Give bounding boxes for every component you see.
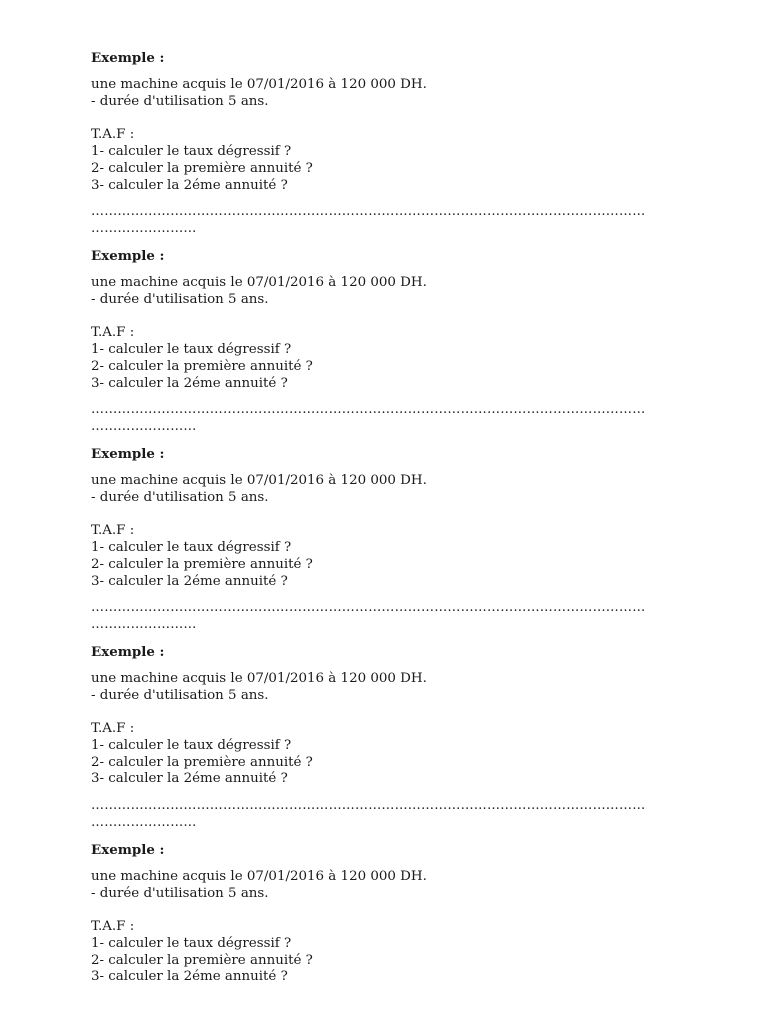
answer-dots-line-end: …………………… bbox=[91, 221, 197, 237]
question-1: 1- calculer le taux dégressif ? bbox=[91, 737, 292, 753]
answer-dots-line: ……………………………………………………………………………………………………………… bbox=[91, 402, 646, 418]
question-3: 3- calculer la 2éme annuité ? bbox=[91, 573, 288, 589]
exercise-duration: - durée d'utilisation 5 ans. bbox=[91, 93, 269, 109]
spacer bbox=[91, 309, 703, 326]
document-page bbox=[91, 50, 703, 986]
exercise-intro: une machine acquis le 07/01/2016 à 120 000 DH. bbox=[91, 670, 427, 686]
spacer bbox=[91, 507, 703, 524]
question-3: 3- calculer la 2éme annuité ? bbox=[91, 375, 288, 391]
exercise-block bbox=[91, 446, 703, 634]
answer-dots-line: ……………………………………………………………………………………………………………… bbox=[91, 204, 646, 220]
exercise-block bbox=[91, 644, 703, 832]
question-1: 1- calculer le taux dégressif ? bbox=[91, 539, 292, 555]
question-3: 3- calculer la 2éme annuité ? bbox=[91, 969, 288, 985]
question-2: 2- calculer la première annuité ? bbox=[91, 952, 313, 968]
exercise-heading: Exemple : bbox=[91, 841, 165, 858]
taf-title: T.A.F : bbox=[91, 919, 135, 935]
answer-dots-line: ……………………………………………………………………………………………………………… bbox=[91, 798, 646, 814]
question-2: 2- calculer la première annuité ? bbox=[91, 160, 313, 176]
exercise-intro: une machine acquis le 07/01/2016 à 120 000 DH. bbox=[91, 472, 427, 488]
exercise-intro: une machine acquis le 07/01/2016 à 120 000 DH. bbox=[91, 274, 427, 290]
spacer bbox=[91, 705, 703, 722]
taf-title: T.A.F : bbox=[91, 127, 135, 143]
exercise-heading: Exemple : bbox=[91, 445, 165, 462]
exercise-duration: - durée d'utilisation 5 ans. bbox=[91, 291, 269, 307]
question-1: 1- calculer le taux dégressif ? bbox=[91, 341, 292, 357]
question-2: 2- calculer la première annuité ? bbox=[91, 556, 313, 572]
taf-title: T.A.F : bbox=[91, 325, 135, 341]
exercise-block bbox=[91, 248, 703, 436]
answer-dots-line-end: …………………… bbox=[91, 815, 197, 831]
exercise-heading: Exemple : bbox=[91, 247, 165, 264]
answer-dots-line-end: …………………… bbox=[91, 617, 197, 633]
question-1: 1- calculer le taux dégressif ? bbox=[91, 143, 292, 159]
exercise-heading: Exemple : bbox=[91, 50, 165, 66]
answer-dots-line: ……………………………………………………………………………………………………………… bbox=[91, 600, 646, 616]
question-2: 2- calculer la première annuité ? bbox=[91, 358, 313, 374]
spacer bbox=[91, 902, 703, 919]
spacer bbox=[91, 111, 703, 128]
exercise-block bbox=[91, 842, 703, 986]
question-1: 1- calculer le taux dégressif ? bbox=[91, 935, 292, 951]
question-2: 2- calculer la première annuité ? bbox=[91, 754, 313, 770]
exercise-block bbox=[91, 50, 703, 238]
taf-title: T.A.F : bbox=[91, 523, 135, 539]
question-3: 3- calculer la 2éme annuité ? bbox=[91, 771, 288, 787]
exercise-duration: - durée d'utilisation 5 ans. bbox=[91, 489, 269, 505]
exercise-heading: Exemple : bbox=[91, 643, 165, 660]
exercise-intro: une machine acquis le 07/01/2016 à 120 000 DH. bbox=[91, 77, 427, 92]
question-3: 3- calculer la 2éme annuité ? bbox=[91, 177, 288, 193]
exercise-duration: - durée d'utilisation 5 ans. bbox=[91, 687, 269, 703]
exercise-intro: une machine acquis le 07/01/2016 à 120 000 DH. bbox=[91, 868, 427, 884]
answer-dots-line-end: …………………… bbox=[91, 419, 197, 435]
taf-title: T.A.F : bbox=[91, 721, 135, 737]
exercise-duration: - durée d'utilisation 5 ans. bbox=[91, 885, 269, 901]
